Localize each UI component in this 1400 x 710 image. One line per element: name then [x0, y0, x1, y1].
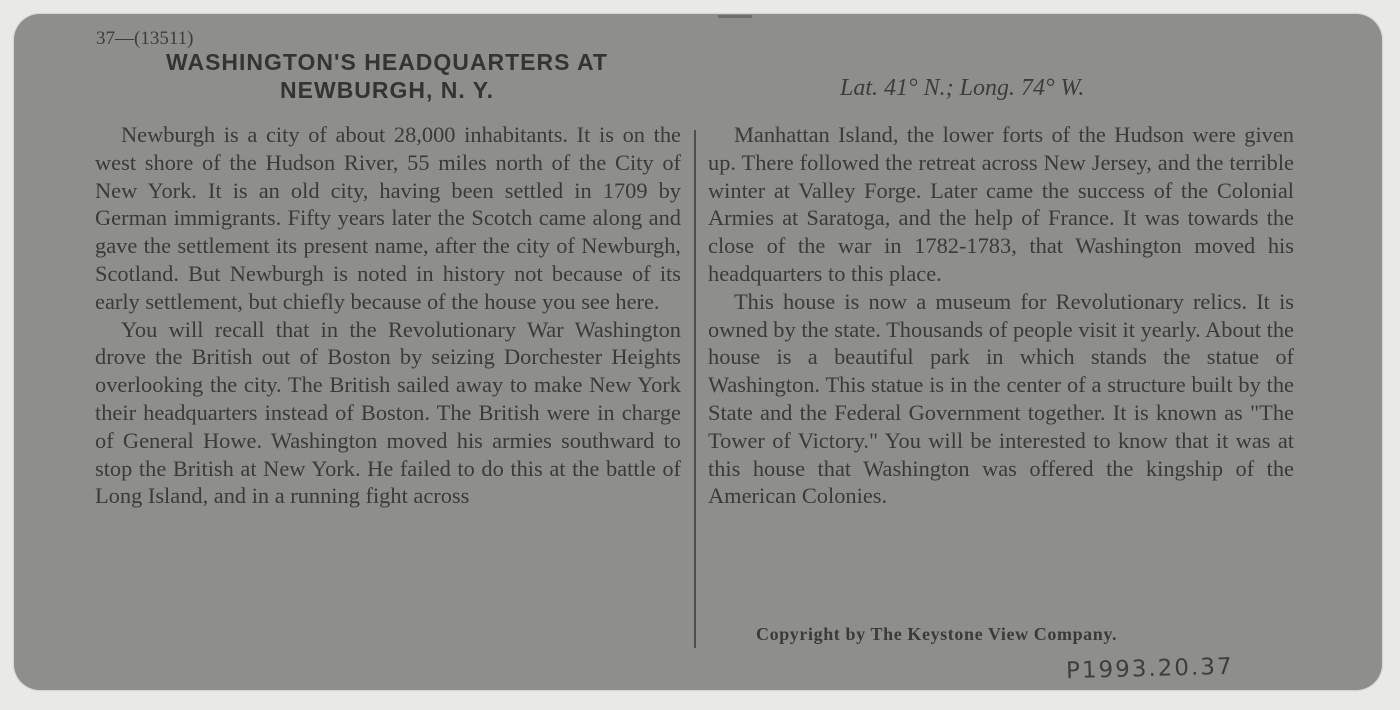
handwritten-accession-number: P1993.20.37 [1065, 653, 1234, 685]
right-paragraph-1: Manhattan Island, the lower forts of the Hudson were given up. There followed the retreat across New Jersey, and the terrible winter at Valley Forge. Later came the success of the Colonial Armies at Saratoga, and the help of France. It was towards the close of the war in 1782-1783, that Washington moved his headquarters to this place. [708, 122, 1294, 286]
right-paragraph-2: This house is now a museum for Revolutionary relics. It is owned by the state. Thousands of people visit it yearly. About the house is a beautiful park in which stands the statue of Washington. This statue is in the center of a structure built by the State and the Federal Government together. It is known as "The Tower of Victory." You will be interested to know that it was at this house that Washington was offered the kingship of the American Colonies. [708, 288, 1294, 509]
coordinates: Lat. 41° N.; Long. 74° W. [840, 75, 1085, 101]
card-title-line-2: NEWBURGH, N. Y. [280, 77, 494, 103]
left-paragraph-2: You will recall that in the Revolutionary War Washington drove the British out of Boston by seizing Dorchester Heights overlooking the city. The British sailed away to make New York their headquarters instead of Boston. The British were in charge of General Howe. Washington moved his armies southward to stop the British at New York. He failed to do this at the battle of Long Island, and in a running fight across [95, 316, 681, 509]
left-text-column [95, 121, 681, 510]
card-title-line-1: WASHINGTON'S HEADQUARTERS AT [166, 49, 608, 75]
copyright-line: Copyright by The Keystone View Company. [756, 624, 1118, 644]
card-center-mark [718, 15, 752, 18]
catalog-number: 37—(13511) [96, 28, 194, 49]
column-divider [694, 130, 696, 648]
left-paragraph-1: Newburgh is a city of about 28,000 inhabitants. It is on the west shore of the Hudson River, 55 miles north of the City of New York. It is an old city, having been settled in 1709 by German immigrants. Fifty years later the Scotch came along and gave the settlement its present name, after the city of Newburgh, Scotland. But Newburgh is noted in history not because of its early settlement, but chiefly because of the house you see here. [95, 122, 681, 314]
right-text-column [708, 121, 1294, 510]
card-title [92, 48, 682, 104]
